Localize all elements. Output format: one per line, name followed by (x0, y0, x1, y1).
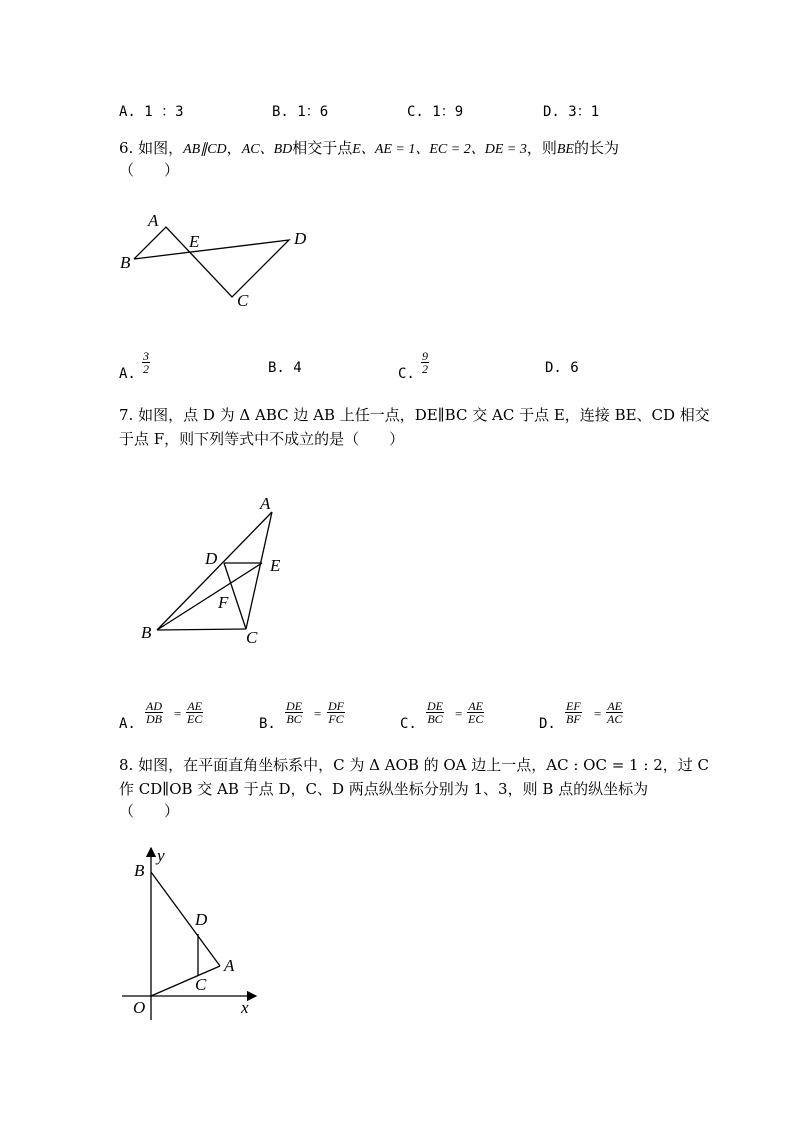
q7-option-d-left-num: EF (566, 699, 581, 713)
q7-label-d: D (205, 549, 218, 568)
q7-stem-line1: 7. 如图，点 D 为 Δ ABC 边 AB 上任一点，DE∥BC 交 AC 于点 E，连接 BE、CD 相交 (119, 406, 710, 424)
q8-line-ba (151, 872, 220, 966)
q6-option-b[interactable]: B. 4 (268, 360, 302, 376)
q7-option-a-letter: A. (119, 716, 136, 732)
q5-option-d[interactable]: D. 3：1 (543, 104, 600, 120)
q7-label-e: E (270, 556, 281, 575)
q8-answer-paren: （ ） (119, 802, 180, 820)
q6-label-c: C (237, 291, 249, 310)
q7-option-c-right-den: EC (468, 712, 484, 726)
q6-answer-paren: （ ） (119, 161, 180, 179)
q7-option-c-left-den: BC (427, 712, 443, 726)
q8-label-d: D (195, 910, 208, 929)
q7-option-b-right-den: FC (328, 712, 344, 726)
q6-text-b: 相交于点 (292, 139, 353, 157)
q7-stem-line2: 于点 F，则下列等式中不成立的是（ ） (119, 430, 405, 448)
q7-option-c-left-num: DE (427, 699, 443, 713)
q7-option-b-letter: B. (259, 716, 276, 732)
q6-ab-cd: AB∥CD (183, 142, 227, 157)
q6-option-a-letter[interactable]: A. (119, 366, 136, 382)
q7-option-d-letter: D. (539, 716, 556, 732)
q6-text-c: ，则 (526, 139, 557, 157)
q7-option-c-letter: C. (400, 716, 417, 732)
q7-option-b-left-num: DE (286, 699, 302, 713)
q8-stem-line2: 作 CD∥OB 交 AB 于点 D，C、D 两点纵坐标分别为 1、3，则 B 点的纵坐标为 (119, 780, 649, 798)
q6-label-d: D (294, 229, 307, 248)
q7-option-b-equals: = (314, 706, 322, 721)
q7-option-a-right-num: AE (187, 699, 202, 713)
q8-label-b: B (134, 861, 145, 880)
q8-label-x: x (241, 998, 249, 1017)
q7-option-d-right-den: AC (607, 712, 623, 726)
q6-label-e: E (189, 232, 200, 251)
q6-option-a-num: 3 (143, 349, 149, 363)
q7-option-a-left-num: AD (146, 699, 162, 713)
q6-comma: ， (226, 139, 242, 157)
q6-be: BE (556, 142, 574, 157)
q5-option-a[interactable]: A. 1 ：3 (119, 104, 184, 120)
q7-option-d-right-num: AE (607, 699, 622, 713)
q7-label-a: A (260, 494, 271, 513)
q7-option-d-equals: = (594, 706, 602, 721)
q8-label-c: C (195, 975, 207, 994)
q6-text-a: 如图， (138, 139, 184, 157)
q7-label-b: B (141, 623, 152, 642)
q8-label-a: A (224, 956, 235, 975)
q7-option-b-left-den: BC (286, 712, 302, 726)
q7-option-a-equals: = (174, 706, 182, 721)
q7-label-f: F (218, 593, 229, 612)
q8-line-oa (151, 966, 220, 996)
q7-option-b-right-num: DF (328, 699, 344, 713)
q5-option-c[interactable]: C. 1：9 (407, 104, 464, 120)
q6-number: 6. (119, 139, 134, 157)
q7-option-a-left-den: DB (146, 712, 162, 726)
q6-option-d[interactable]: D. 6 (545, 360, 579, 376)
q7-option-c-equals: = (455, 706, 463, 721)
q6-label-b: B (120, 253, 131, 272)
q6-option-a-den: 2 (143, 362, 149, 376)
q7-option-a-right-den: EC (187, 712, 203, 726)
q6-option-c-letter[interactable]: C. (398, 366, 415, 382)
q7-label-c: C (246, 628, 258, 647)
q7-option-c-right-num: AE (468, 699, 483, 713)
q7-option-d-left-den: BF (566, 712, 581, 726)
q6-conditions: E、AE = 1、EC = 2、DE = 3 (352, 142, 527, 157)
q8-label-o: O (133, 998, 146, 1017)
q6-ac-bd: AC、BD (241, 142, 293, 157)
q8-label-y: y (157, 846, 165, 865)
q6-option-c-num: 9 (422, 349, 428, 363)
q6-option-c-den: 2 (422, 362, 428, 376)
q6-label-a: A (148, 211, 159, 230)
q6-text-d: 的长为 (573, 139, 619, 157)
q5-option-b[interactable]: B. 1：6 (272, 104, 329, 120)
q8-stem-line1: 8. 如图，在平面直角坐标系中，C 为 Δ AOB 的 OA 边上一点，AC : OC = 1 : 2，过 C (119, 756, 709, 774)
